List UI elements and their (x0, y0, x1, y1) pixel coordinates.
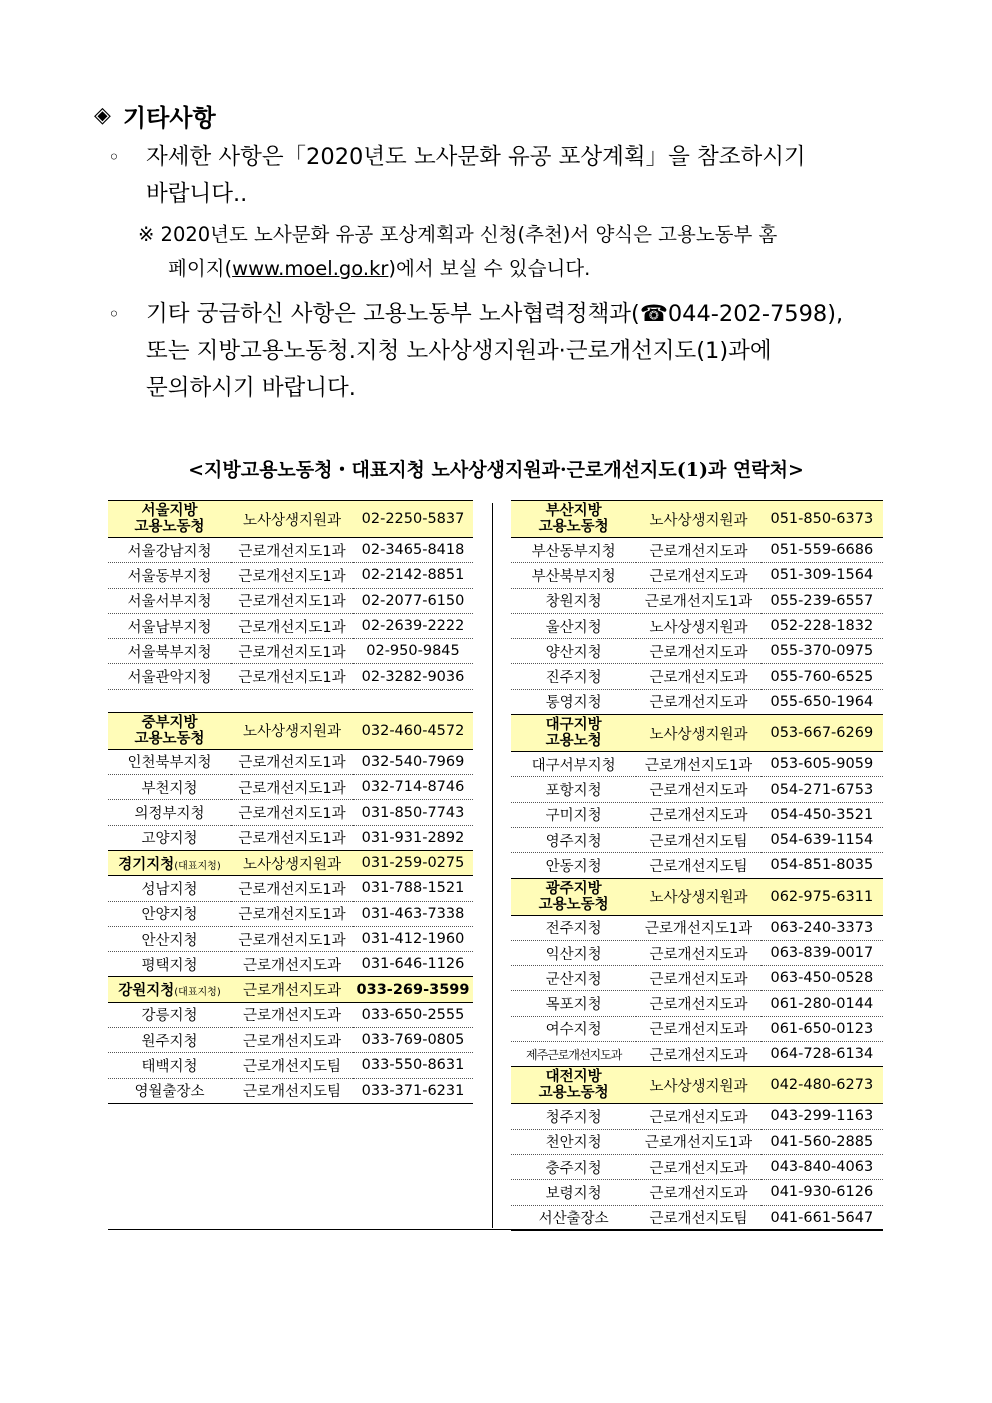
department-name: 근로개선지도과 (636, 940, 760, 965)
phone-number: 041-661-5647 (761, 1205, 883, 1230)
office-name: 서울서부지청 (108, 588, 231, 613)
table-row (511, 752, 883, 777)
table-row (511, 1129, 883, 1154)
note-line: 2020년도 노사문화 유공 포상계획과 신청(추천)서 양식은 고용노동부 홈 (160, 223, 778, 246)
office-name: 서울관악지청 (108, 664, 231, 689)
phone-number: 032-460-4572 (353, 712, 473, 749)
table-row (108, 563, 473, 588)
table-row (108, 639, 473, 664)
office-name-line: 중부지방 (141, 714, 198, 731)
office-name (108, 712, 231, 749)
office-name: 군산지청 (511, 966, 636, 991)
moel-link[interactable]: www.moel.go.kr (232, 257, 389, 280)
paragraph-line: 기타 궁금하신 사항은 고용노동부 노사협력정책과(☎044-202-7598), (146, 301, 844, 327)
phone-number: 064-728-6134 (761, 1042, 883, 1067)
office-name: 서울동부지청 (108, 563, 231, 588)
phone-number: 055-760-6525 (761, 664, 883, 689)
department-name: 근로개선지도팀 (231, 1078, 353, 1103)
office-name-line: 서울지방 (141, 503, 198, 519)
table-bottom-rule (108, 1229, 883, 1230)
department-name: 근로개선지도1과 (231, 639, 353, 664)
phone-number: 02-950-9845 (353, 639, 473, 664)
paragraph-details (108, 139, 806, 213)
phone-number: 043-299-1163 (761, 1104, 883, 1129)
phone-number: 043-840-4063 (761, 1154, 883, 1179)
office-name (108, 977, 231, 1002)
phone-number: 031-788-1521 (353, 876, 473, 901)
office-name: 영주지청 (511, 827, 636, 852)
office-name (108, 501, 231, 538)
department-name: 근로개선지도1과 (231, 563, 353, 588)
phone-number: 02-2142-8851 (353, 563, 473, 588)
phone-number: 042-480-6273 (761, 1067, 883, 1104)
office-name (108, 850, 231, 875)
phone-number: 062-975-6311 (761, 878, 883, 915)
office-name: 안동지청 (511, 853, 636, 878)
department-name: 노사상생지원과 (231, 501, 353, 538)
paragraph-line: 바랍니다.. (146, 181, 248, 207)
department-name: 근로개선지도1과 (636, 915, 760, 940)
office-name: 평택지청 (108, 952, 231, 977)
contact-table-left (108, 500, 473, 1104)
office-name-line: 고용노청 (545, 733, 602, 750)
table-row (511, 1154, 883, 1179)
table-row (511, 639, 883, 664)
office-name: 의정부지청 (108, 800, 231, 825)
office-header-row (511, 501, 883, 538)
table-row (511, 689, 883, 714)
phone-number: 02-2639-2222 (353, 613, 473, 638)
office-name: 대구서부지청 (511, 752, 636, 777)
phone-number: 055-370-0975 (761, 639, 883, 664)
table-row (511, 1104, 883, 1129)
office-name: 태백지청 (108, 1053, 231, 1078)
office-name: 보령지청 (511, 1180, 636, 1205)
office-header-row (108, 850, 473, 875)
department-name: 근로개선지도1과 (231, 775, 353, 800)
office-name-line: 고용노동청 (134, 519, 205, 535)
office-name: 청주지청 (511, 1104, 636, 1129)
department-name: 근로개선지도과 (231, 977, 353, 1002)
table-row (511, 827, 883, 852)
department-name: 근로개선지도팀 (231, 1053, 353, 1078)
department-name: 근로개선지도과 (231, 1002, 353, 1027)
office-header-row (511, 878, 883, 915)
phone-number: 031-850-7743 (353, 800, 473, 825)
department-name: 근로개선지도과 (636, 538, 760, 563)
phone-number: 041-560-2885 (761, 1129, 883, 1154)
table-row (511, 853, 883, 878)
department-name: 노사상생지원과 (636, 1067, 760, 1104)
table-row (511, 1180, 883, 1205)
table-row (511, 915, 883, 940)
department-name: 근로개선지도1과 (231, 613, 353, 638)
office-name: 전주지청 (511, 915, 636, 940)
table-row (108, 1002, 473, 1027)
phone-number: 031-463-7338 (353, 901, 473, 926)
table-row (108, 749, 473, 774)
office-name: 고양지청 (108, 825, 231, 850)
diamond-icon: ◈ (94, 103, 111, 128)
office-name: 창원지청 (511, 588, 636, 613)
department-name: 근로개선지도과 (636, 664, 760, 689)
phone-number: 051-559-6686 (761, 538, 883, 563)
phone-number: 031-412-1960 (353, 926, 473, 951)
office-name-line: 고용노동청 (538, 519, 609, 535)
office-name: 진주지청 (511, 664, 636, 689)
office-name: 강릉지청 (108, 1002, 231, 1027)
phone-number: 063-839-0017 (761, 940, 883, 965)
office-name: 서울강남지청 (108, 538, 231, 563)
department-name: 근로개선지도과 (636, 802, 760, 827)
department-name: 근로개선지도팀 (636, 827, 760, 852)
phone-number: 032-714-8746 (353, 775, 473, 800)
office-name: 서울북부지청 (108, 639, 231, 664)
section-title: 기타사항 (122, 104, 216, 132)
phone-number: 033-269-3599 (353, 977, 473, 1002)
office-name: 포항지청 (511, 777, 636, 802)
office-name: 구미지청 (511, 802, 636, 827)
table-row (511, 991, 883, 1016)
department-name: 근로개선지도1과 (231, 926, 353, 951)
phone-number: 061-280-0144 (761, 991, 883, 1016)
table-row (511, 563, 883, 588)
phone-number: 031-646-1126 (353, 952, 473, 977)
phone-number: 02-2250-5837 (353, 501, 473, 538)
table-row (511, 1205, 883, 1230)
table-row (108, 1028, 473, 1053)
note-line: 페이지( (168, 257, 233, 280)
department-name: 근로개선지도과 (636, 777, 760, 802)
table-row (108, 952, 473, 977)
table-row (511, 802, 883, 827)
office-name: 충주지청 (511, 1154, 636, 1179)
phone-number: 054-271-6753 (761, 777, 883, 802)
phone-number: 051-309-1564 (761, 563, 883, 588)
office-name: 여수지청 (511, 1016, 636, 1041)
phone-number: 054-450-3521 (761, 802, 883, 827)
department-name: 근로개선지도과 (636, 991, 760, 1016)
office-name: 울산지청 (511, 613, 636, 638)
office-name: 제주근로개선지도과 (511, 1042, 636, 1067)
department-name: 노사상생지원과 (636, 878, 760, 915)
phone-number: 053-667-6269 (761, 715, 883, 752)
note-mark: ※ (138, 223, 155, 246)
department-name: 근로개선지도1과 (636, 1129, 760, 1154)
phone-number: 033-769-0805 (353, 1028, 473, 1053)
office-name: 서산출장소 (511, 1205, 636, 1230)
phone-number: 031-931-2892 (353, 825, 473, 850)
department-name: 근로개선지도과 (636, 1180, 760, 1205)
office-name (511, 501, 636, 538)
phone-number: 031-259-0275 (353, 850, 473, 875)
representative-tag: (대표지청) (174, 860, 221, 872)
department-name: 근로개선지도과 (636, 689, 760, 714)
table-row (108, 588, 473, 613)
phone-number: 041-930-6126 (761, 1180, 883, 1205)
office-name: 천안지청 (511, 1129, 636, 1154)
department-name: 노사상생지원과 (231, 712, 353, 749)
office-name: 부산북부지청 (511, 563, 636, 588)
department-name: 근로개선지도과 (636, 1104, 760, 1129)
phone-number: 033-650-2555 (353, 1002, 473, 1027)
department-name: 근로개선지도과 (231, 1028, 353, 1053)
table-row (108, 664, 473, 689)
department-name: 근로개선지도1과 (231, 538, 353, 563)
phone-number: 054-851-8035 (761, 853, 883, 878)
bullet-icon: ◦ (108, 302, 120, 326)
table-row (511, 613, 883, 638)
office-header-row (511, 1067, 883, 1104)
department-name: 노사상생지원과 (636, 501, 760, 538)
column-divider (492, 503, 493, 1228)
table-row (108, 901, 473, 926)
table-row (108, 1078, 473, 1103)
department-name: 근로개선지도1과 (231, 876, 353, 901)
office-name-line: 대전지방 (545, 1069, 602, 1086)
note-line: )에서 보실 수 있습니다. (388, 257, 591, 280)
table-row (108, 825, 473, 850)
department-name: 근로개선지도과 (636, 1042, 760, 1067)
office-name: 안산지청 (108, 926, 231, 951)
table-row (511, 588, 883, 613)
office-name: 통영지청 (511, 689, 636, 714)
paragraph-line: 문의하시기 바랍니다. (146, 375, 356, 401)
department-name: 노사상생지원과 (636, 613, 760, 638)
phone-number: 033-371-6231 (353, 1078, 473, 1103)
office-name-line: 광주지방 (545, 880, 602, 897)
department-name: 근로개선지도팀 (636, 853, 760, 878)
department-name: 근로개선지도1과 (231, 749, 353, 774)
table-row (511, 664, 883, 689)
table-row (511, 940, 883, 965)
office-name: 익산지청 (511, 940, 636, 965)
office-name: 부천지청 (108, 775, 231, 800)
department-name: 노사상생지원과 (231, 850, 353, 875)
table-row (108, 613, 473, 638)
paragraph-inquiry (108, 296, 843, 407)
section-heading (94, 98, 216, 133)
office-name-text: 경기지청 (118, 856, 175, 873)
department-name: 노사상생지원과 (636, 715, 760, 752)
department-name: 근로개선지도팀 (636, 1205, 760, 1230)
representative-tag: (대표지청) (174, 987, 221, 999)
table-row (511, 777, 883, 802)
table-row (511, 538, 883, 563)
department-name: 근로개선지도과 (231, 952, 353, 977)
phone-number: 055-650-1964 (761, 689, 883, 714)
department-name: 근로개선지도1과 (636, 752, 760, 777)
department-name: 근로개선지도1과 (231, 901, 353, 926)
office-name: 인천북부지청 (108, 749, 231, 774)
phone-number: 051-850-6373 (761, 501, 883, 538)
table-row (511, 966, 883, 991)
department-name: 근로개선지도과 (636, 639, 760, 664)
phone-number: 033-550-8631 (353, 1053, 473, 1078)
reference-note (138, 218, 777, 286)
spacer-row (108, 689, 473, 712)
office-name-text: 강원지청 (118, 983, 175, 1000)
phone-number: 02-2077-6150 (353, 588, 473, 613)
department-name: 근로개선지도1과 (231, 588, 353, 613)
office-name (511, 715, 636, 752)
office-name: 서울남부지청 (108, 613, 231, 638)
phone-number: 061-650-0123 (761, 1016, 883, 1041)
department-name: 근로개선지도과 (636, 966, 760, 991)
paragraph-line: 자세한 사항은「2020년도 노사문화 유공 포상계획」을 참조하시기 (146, 144, 806, 170)
department-name: 근로개선지도1과 (231, 800, 353, 825)
department-name: 근로개선지도과 (636, 1154, 760, 1179)
office-name-line: 대구지방 (545, 717, 602, 734)
table-row (108, 926, 473, 951)
office-header-row (108, 712, 473, 749)
department-name: 근로개선지도과 (636, 563, 760, 588)
phone-number: 053-605-9059 (761, 752, 883, 777)
office-header-row (108, 501, 473, 538)
phone-number: 02-3282-9036 (353, 664, 473, 689)
table-row (108, 1053, 473, 1078)
office-name-line: 고용노동청 (538, 1085, 609, 1102)
office-name (511, 878, 636, 915)
office-name (511, 1067, 636, 1104)
office-name: 부산동부지청 (511, 538, 636, 563)
phone-number: 054-639-1154 (761, 827, 883, 852)
office-name: 양산지청 (511, 639, 636, 664)
office-name-line: 고용노동청 (538, 896, 609, 913)
phone-number: 052-228-1832 (761, 613, 883, 638)
phone-number: 063-240-3373 (761, 915, 883, 940)
office-name: 목포지청 (511, 991, 636, 1016)
spacer-cell (108, 689, 473, 712)
table-row (511, 1042, 883, 1067)
table-row (511, 1016, 883, 1041)
office-header-row (511, 715, 883, 752)
office-name: 성남지청 (108, 876, 231, 901)
table-row (108, 538, 473, 563)
department-name: 근로개선지도1과 (231, 825, 353, 850)
phone-number: 02-3465-8418 (353, 538, 473, 563)
office-name-line: 부산지방 (545, 503, 602, 519)
phone-number: 055-239-6557 (761, 588, 883, 613)
office-name: 원주지청 (108, 1028, 231, 1053)
table-row (108, 800, 473, 825)
office-name: 영월출장소 (108, 1078, 231, 1103)
phone-number: 032-540-7969 (353, 749, 473, 774)
contact-table-right (511, 500, 883, 1231)
table-row (108, 775, 473, 800)
paragraph-line: 또는 지방고용노동청.지청 노사상생지원과·근로개선지도(1)과에 (146, 338, 772, 364)
office-name: 안양지청 (108, 901, 231, 926)
department-name: 근로개선지도1과 (231, 664, 353, 689)
phone-number: 063-450-0528 (761, 966, 883, 991)
bullet-icon: ◦ (108, 145, 120, 169)
office-name-line: 고용노동청 (134, 730, 205, 747)
table-title: <지방고용노동청・대표지청 노사상생지원과·근로개선지도(1)과 연락처> (188, 459, 804, 481)
table-row (108, 876, 473, 901)
department-name: 근로개선지도과 (636, 1016, 760, 1041)
department-name: 근로개선지도1과 (636, 588, 760, 613)
office-header-row (108, 977, 473, 1002)
